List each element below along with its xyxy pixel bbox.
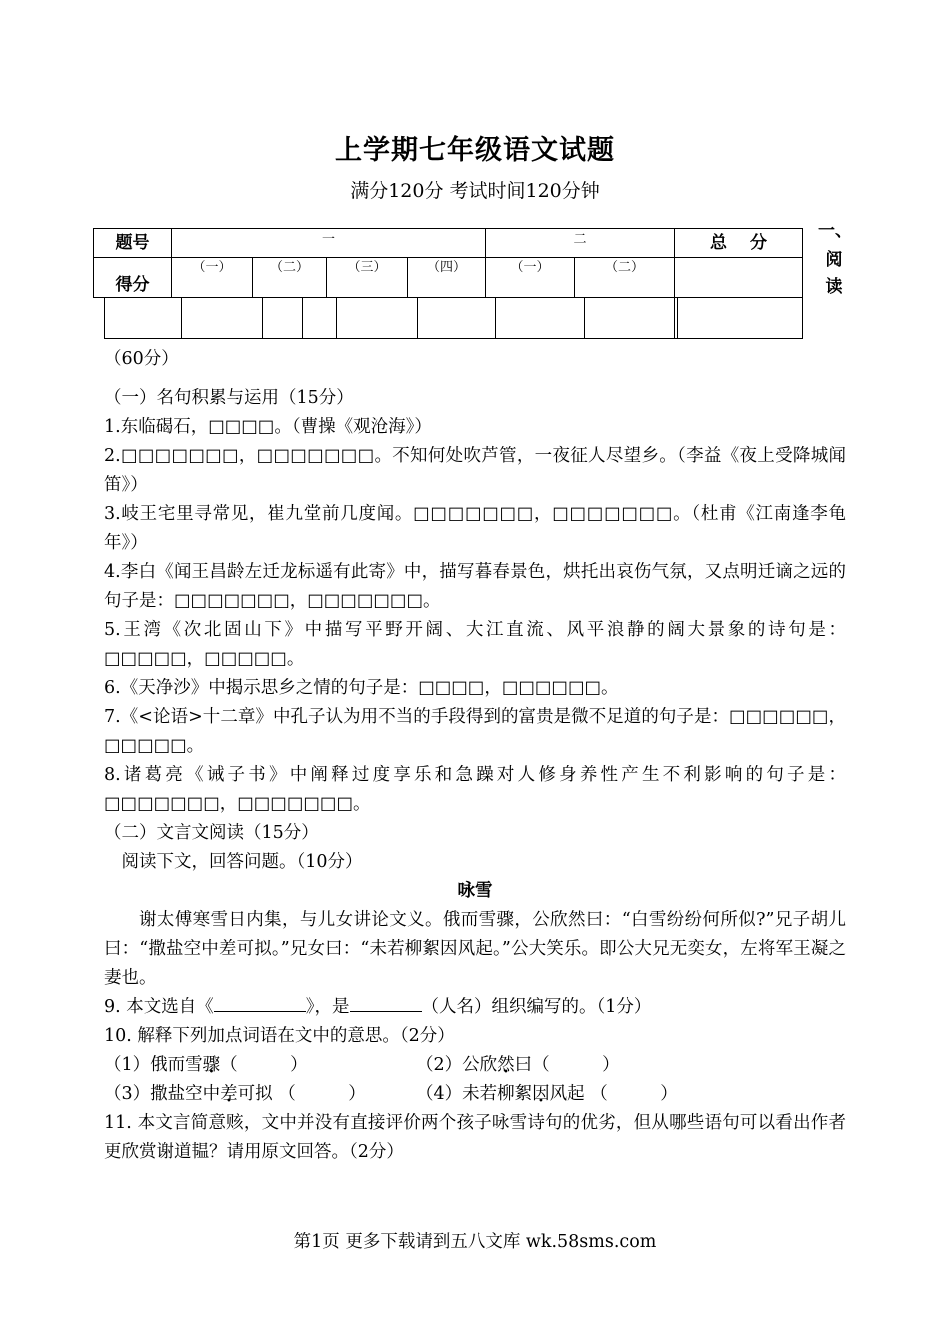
question-10-row-2	[104, 1080, 846, 1109]
passage-text: 谢太傅寒雪日内集，与儿女讲论文义。俄而雪骤，公欣然曰：“白雪纷纷何所似?”兄子胡儿曰：“撒盐空中差可拟。”兄女曰：“未若柳絮因风起。”公大笑乐。即公大兄无奕女，左将军王凝之妻也。	[104, 910, 846, 988]
score-table	[93, 228, 803, 298]
answer-blank-book[interactable]	[214, 1011, 306, 1012]
question-8: 8.诸葛亮《诫子书》中阐释过度享乐和急躁对人修身养性产生不利影响的句子是：□□□□□□□，□□□□□□□。	[104, 765, 846, 814]
section-heading-vertical: 一、 阅 读	[818, 221, 852, 297]
table-header-label: 题号	[93, 228, 172, 258]
table-score-label: 得分	[93, 257, 172, 298]
q10-item-3: （3）撒盐空中差可拟 （ ）	[104, 1084, 366, 1104]
question-11: 11. 本文言简意赅，文中并没有直接评价两个孩子咏雪诗句的优劣，但从哪些语句可以看出作者更欣赏谢道韫？请用原文回答。（2分）	[104, 1113, 846, 1162]
part-one-title: （一）名句积累与运用（15分）	[104, 388, 354, 408]
score-entry-row	[104, 297, 803, 339]
question-9: 9. 本文选自《 》，是 （人名）组织编写的。（1分）	[104, 997, 652, 1017]
section-points: （60分）	[104, 349, 179, 369]
table-sub-2: （二）	[252, 257, 327, 298]
q10-item-2: （2）公欣然曰（ ）	[416, 1055, 620, 1075]
question-10-row-1	[104, 1051, 846, 1080]
question-1: 1.东临碣石，□□□□。（曹操《观沧海》）	[104, 417, 432, 437]
table-group-one: 一	[171, 228, 486, 258]
passage-title: 咏雪	[457, 881, 493, 901]
table-sub-4: （四）	[407, 257, 486, 298]
exam-info: 满分120分 考试时间120分钟	[350, 180, 600, 202]
question-6: 6.《天净沙》中揭示思乡之情的句子是：□□□□，□□□□□□。	[104, 678, 619, 698]
table-sub-6: （二）	[574, 257, 675, 298]
part-two-title: （二）文言文阅读（15分）	[104, 823, 319, 843]
q10-item-1: （1）俄而雪骤（ ）	[104, 1055, 308, 1075]
question-3: 3.岐王宅里寻常见，崔九堂前几度闻。□□□□□□□，□□□□□□□。（杜甫《江南逢李龟年》）	[104, 504, 846, 553]
table-total-label: 总 分	[674, 228, 803, 258]
table-total-score	[674, 257, 803, 298]
table-sub-1: （一）	[171, 257, 253, 298]
answer-blank-person[interactable]	[350, 1011, 422, 1012]
question-10: 10. 解释下列加点词语在文中的意思。（2分）	[104, 1026, 455, 1046]
table-sub-5: （一）	[485, 257, 575, 298]
question-2: 2.□□□□□□□，□□□□□□□。不知何处吹芦管，一夜征人尽望乡。（李益《夜上受降城闻笛》）	[104, 446, 846, 495]
q10-item-4: （4）未若柳絮因风起 （ ）	[416, 1084, 678, 1104]
table-sub-3: （三）	[326, 257, 408, 298]
table-group-two: 二	[485, 228, 675, 258]
page-footer: 第1页 更多下载请到五八文库 wk.58sms.com	[293, 1232, 657, 1252]
exam-body	[104, 345, 846, 1167]
question-7: 7.《<论语>十二章》中孔子认为用不当的手段得到的富贵是微不足道的句子是：□□□□□□，□□□□□。	[104, 707, 846, 756]
part-two-intro: 阅读下文，回答问题。（10分）	[121, 852, 363, 872]
page-title: 上学期七年级语文试题	[335, 135, 615, 166]
question-5: 5.王湾《次北固山下》中描写平野开阔、大江直流、风平浪静的阔大景象的诗句是：□□□□□，□□□□□。	[104, 620, 846, 669]
question-4: 4.李白《闻王昌龄左迁龙标遥有此寄》中，描写暮春景色，烘托出哀伤气氛，又点明迁谪之远的句子是：□□□□□□□，□□□□□□□。	[104, 562, 846, 611]
